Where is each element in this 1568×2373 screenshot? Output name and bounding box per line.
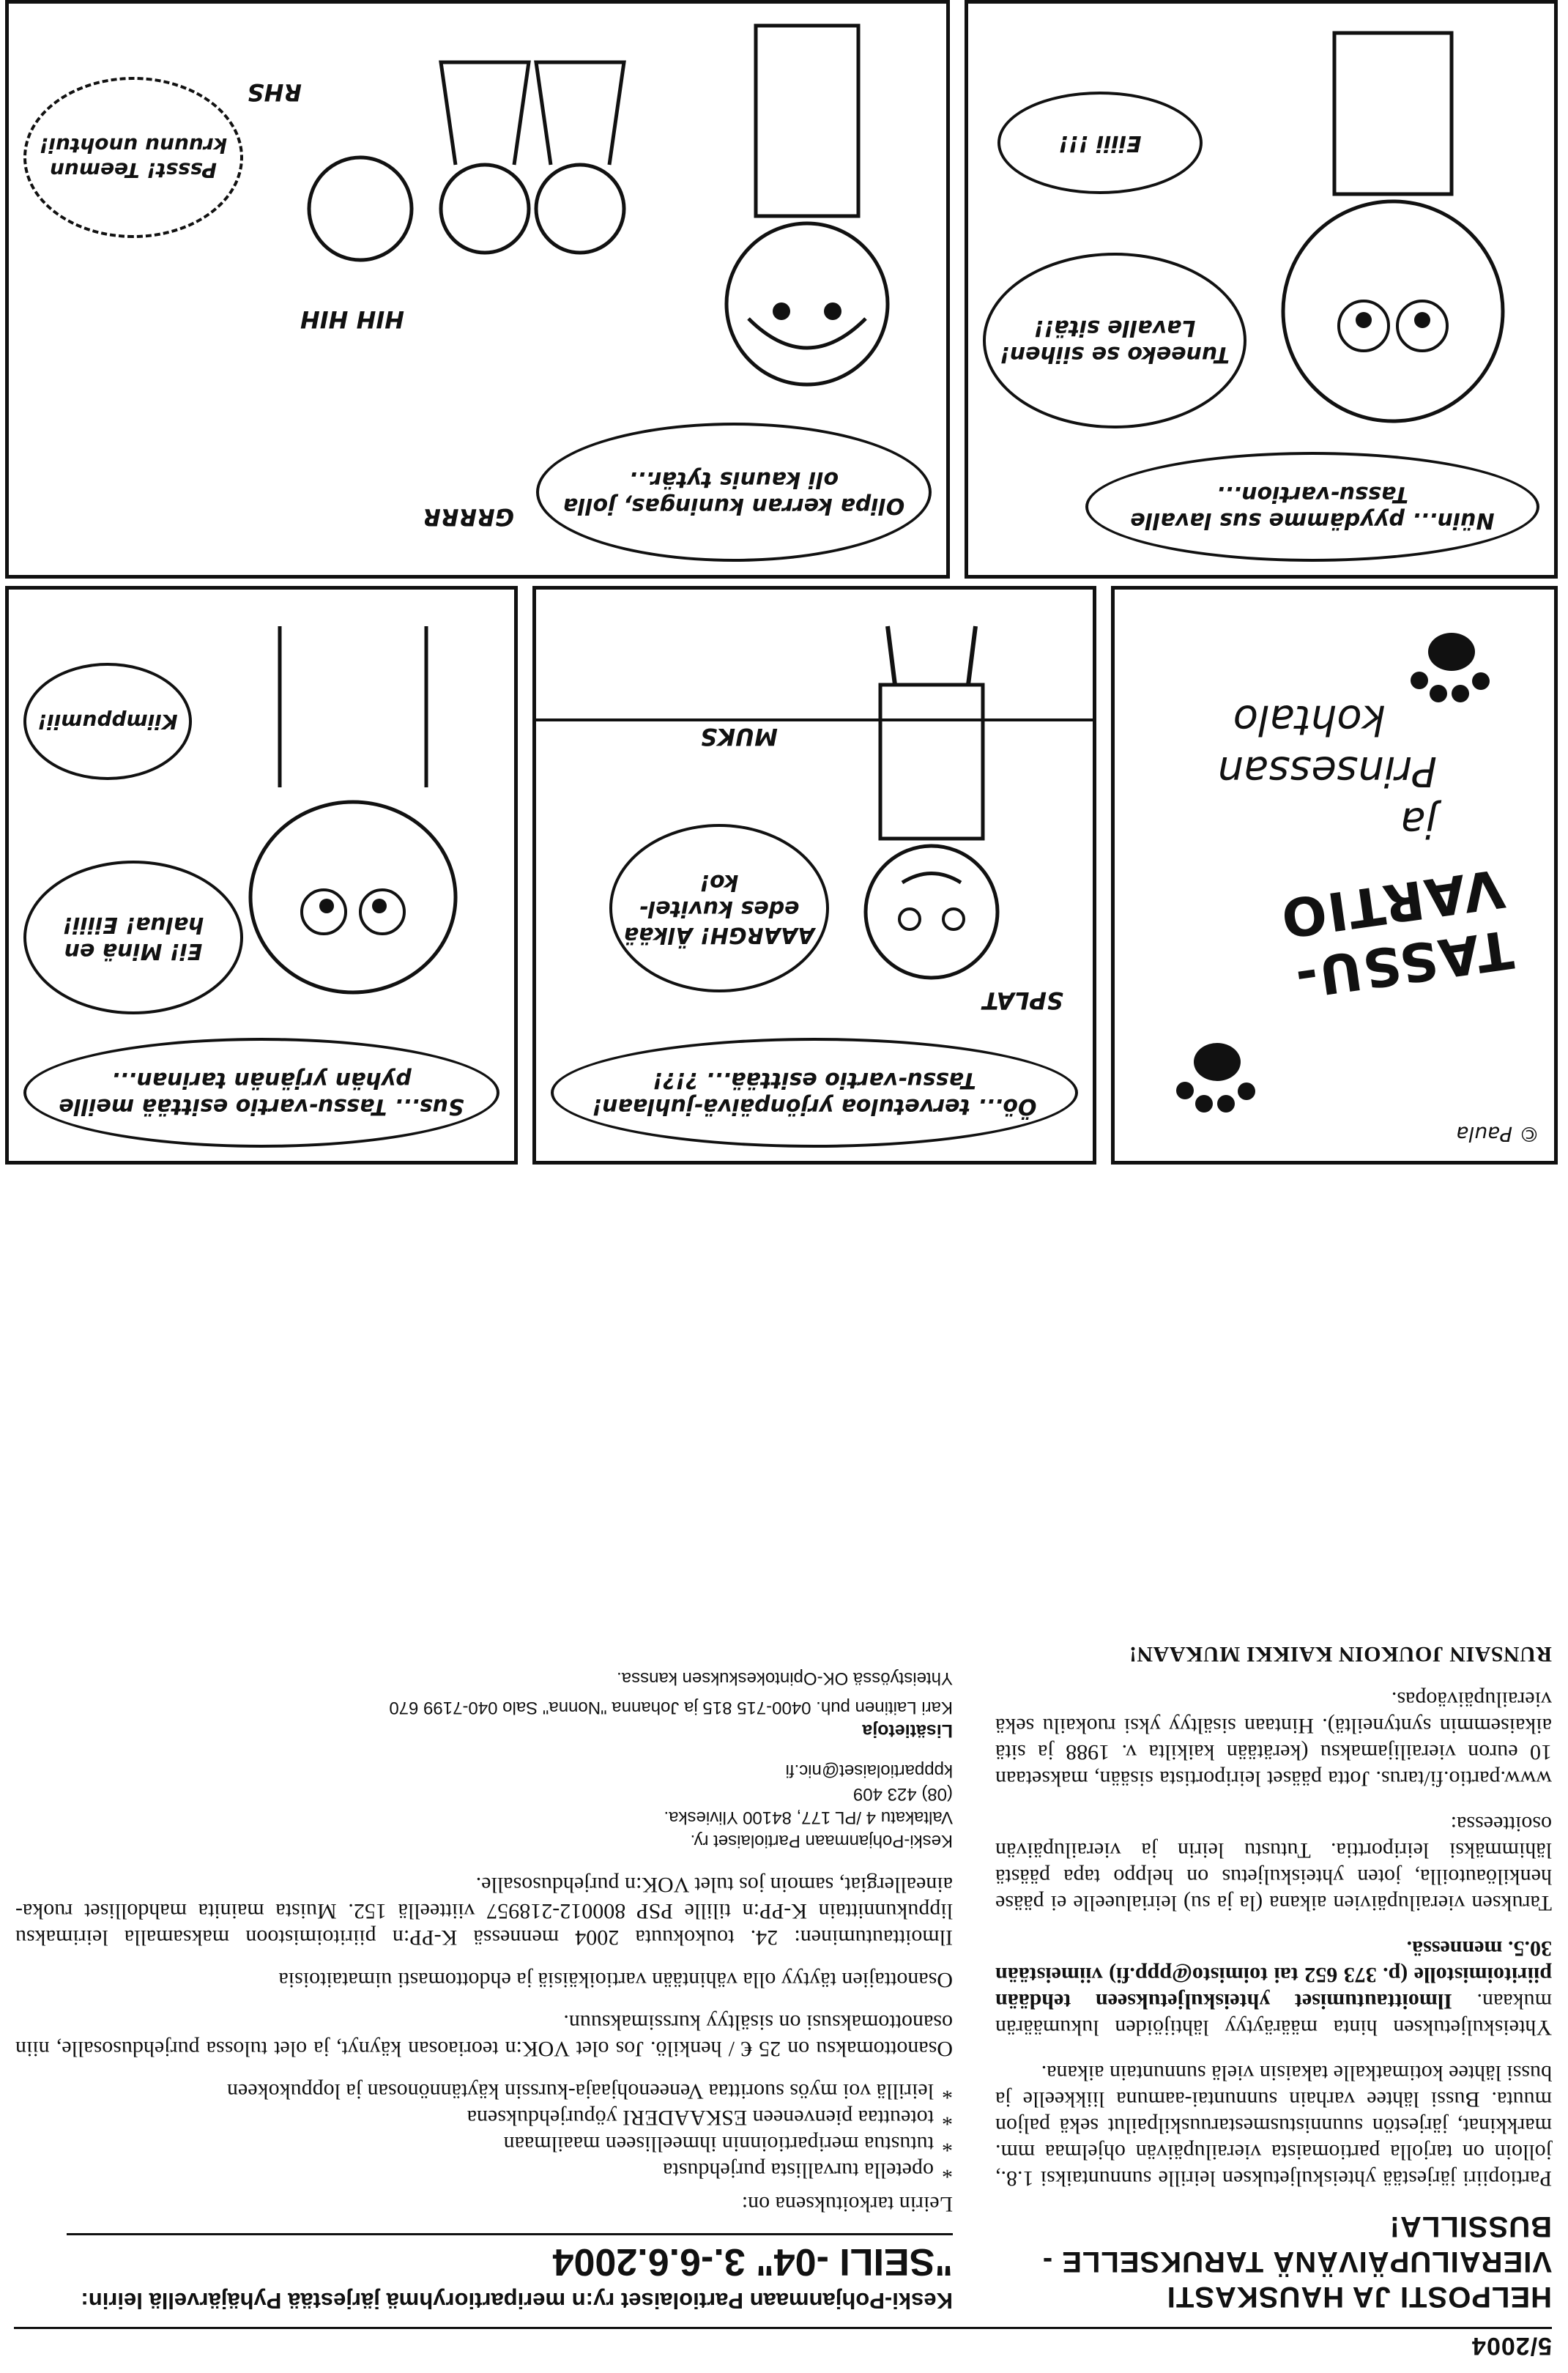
whisper-bubble: Pssst! Teemun kruunu unohtui! xyxy=(23,77,243,238)
header-rule xyxy=(14,2327,1552,2329)
seili-contact xyxy=(15,1666,953,1852)
contact-line: Valtakatu 4 /PL 177, 84100 Ylivieska. xyxy=(664,1808,953,1827)
seili-requirements: Osanottajien täytyy olla vähintään vartioikäisiä ja ehdottomasti uimataitoisia xyxy=(278,1968,953,1992)
speech-bubble: Nüin... pyydämme sus lavalle Tassu-vartion... xyxy=(1085,452,1539,562)
comic-panel-3 xyxy=(5,586,518,1165)
seili-goals-list xyxy=(15,2078,953,2183)
visit-day-p2-text: Yhteiskuljetuksen hinta määräytyy lähtijöiden lukumäärän mukaan. xyxy=(995,1989,1552,2040)
visit-day-article xyxy=(995,1622,1552,2314)
comic-title-prinsessan: Prinsessan xyxy=(1217,747,1437,795)
stage-line xyxy=(536,718,1093,721)
visit-day-p1: Partiopiiri järjestää yhteiskuljetuksen leirille sunnuntaiksi 1.8., jolloin on tarjolla partiomaista vierailupäivän ohjelmaa mm. markkinat, järjestön suunnistusmestaruuskilpailut sekä paljon muuta. Bussi lähtee varhain sunnuntai-aamuna liikkeelle ja bussi lähtee kotimatkalle takaisin vielä sunnuntain aikana. xyxy=(995,2061,1552,2191)
speech-bubble: Tuneeko se siihen! Lavalle sitä!! xyxy=(983,253,1246,428)
paw-print-icon xyxy=(1393,619,1510,721)
comic-panel-5 xyxy=(5,0,950,579)
sound-effect: GRRRR xyxy=(423,503,514,531)
comic-title-ja: ja xyxy=(1400,798,1437,846)
sound-effect: HIH HIH xyxy=(300,305,404,333)
list-item: * opetella turvallista purjehdusta xyxy=(15,2157,953,2183)
sound-effect: SPLAT xyxy=(982,987,1063,1014)
scout-character-drawing xyxy=(236,612,470,1022)
speech-bubble: Ei! Minä en halua! Eiiii! xyxy=(23,861,243,1014)
sound-effect: RHS xyxy=(247,78,302,106)
speech-bubble: Eiiii !!! xyxy=(997,92,1203,194)
princess-characters-drawing xyxy=(287,48,668,428)
visit-day-p2-bold: Ilmoittautumiset yhteiskuljetukseen tehdään piiritoimistolle (p. 373 652 tai toimisto@ppp.fi) viimeistään 30.5. mennessä. xyxy=(995,1936,1552,2013)
visit-day-p3: Taruksen vierailupäivien aikana (la ja su) leirialueelle ei pääse henkilöautoilla, joten yhteiskuljetus on helppo tapa päästä lähimmäksi leiriporttia. Tutustu leirin ja vierailupäivän osoitteessa: xyxy=(995,1812,1552,1915)
seili-fee: Osanottomaksu on 25 € / henkilö. Jos olet VOK:n teoriaosan käynyt, ja olet tulossa purjehdusosalle, niin osanottomaksusi on sisältyy kurssimaksuun. xyxy=(15,2010,953,2061)
info-contacts: Kari Laitinen puh. 0400-715 815 ja Johanna "Nonna" Salo 040-7199 670 xyxy=(389,1698,953,1717)
cooperation-note: Yhteistyössä OK-Opintokeskuksen kanssa. xyxy=(617,1668,953,1688)
sound-effect: MUKS xyxy=(700,723,778,751)
seili-event-title: "SEILI -04" 3.-6.6.2004 xyxy=(67,2233,953,2284)
speech-bubble: AAARGH! Älkää edes kuvitel-ko! xyxy=(609,824,829,992)
king-character-drawing xyxy=(697,11,917,406)
comic-strip xyxy=(10,7,1558,1165)
comic-panel-4 xyxy=(965,0,1558,579)
contact-line: kpppartiolaiset@nic.fi xyxy=(785,1761,953,1780)
issue-number: 5/2004 xyxy=(1471,2332,1552,2360)
visit-day-p4: www.partio.fi/tarus. Jotta pääset leiriportista sisään, maksetaan 10 euron vierailijamaksu (kerätään kaikilta v. 1988 ja sitä aikaisemmin syntyneiltä). Hintaan sisältyy yksi ruokailu sekä vierailupäiväopas. xyxy=(995,1687,1552,1791)
comic-title-panel xyxy=(1111,586,1558,1165)
contact-line: (08) 423 409 xyxy=(852,1784,953,1804)
visit-day-closing: RUNSAIN JOUKOIN KAIKKI MUKAAN! xyxy=(1129,1642,1552,1666)
list-item: * tutustua meripartioinnin ihmeelliseen maailmaan xyxy=(15,2131,953,2157)
speech-bubble: Kiimppumii! xyxy=(23,663,192,780)
visit-day-title: HELPOSTI JA HAUSKASTI VIERAILUPÄIVÄNÄ TARUKSELLE - BUSSILLA! xyxy=(1041,2210,1552,2313)
seili-organizer: Keski-Pohjanmaan Partiolaiset ry:n meripartioryhmä järjestää Pyhäjärvellä leirin: xyxy=(81,2288,953,2314)
comic-title-main: TASSU-VARTIO xyxy=(1276,857,1517,1010)
scout-character-drawing xyxy=(829,612,1034,992)
seili-intro: Leirin tarkoituksena on: xyxy=(741,2192,953,2216)
seili-camp-article xyxy=(15,1666,953,2314)
comic-title-kohtalo: kohtalo xyxy=(1233,696,1386,743)
seili-registration: Ilmoittautuminen: 24. toukokuuta 2004 mennessä K-PP:n piiritoimistoon maksamalla leirimaksu lippukunnittain K-PP:n tilille PSP 800012-218957 viitteellä 152. Muista mainita mahdolliset ruoka-aineallergiat, samoin jos tulet VOK:n purjehdusosalle. xyxy=(15,1873,953,1950)
scout-character-drawing xyxy=(1261,18,1525,443)
list-item: * toteuttaa pienveneen ESKAADERI yöpurjehduksena xyxy=(15,2104,953,2131)
info-label: Lisätietoja xyxy=(862,1720,953,1741)
list-item: * leirillä voi myös suorittaa Veneenohjaaja-kurssin käytännönosan ja loppukokeen xyxy=(15,2078,953,2104)
comic-signature: © Paula xyxy=(1456,1122,1539,1146)
paw-print-icon xyxy=(1159,1029,1276,1132)
speech-bubble: Sus... Tassu-vartio esittää meille pyhän yrjänän tarinan... xyxy=(23,1038,499,1148)
speech-bubble: Olipa kerran kuningas, jolla oli kaunis tytär... xyxy=(536,423,932,562)
visit-day-p2 xyxy=(995,1935,1552,2040)
speech-bubble: Öö... tervetuloa yrjönpäivä-juhlaan! Tassu-vartio esittää... ?!?! xyxy=(551,1038,1078,1148)
contact-line: Keski-Pohjanmaan Partiolaiset ry. xyxy=(690,1831,953,1851)
comic-panel-2 xyxy=(532,586,1096,1165)
